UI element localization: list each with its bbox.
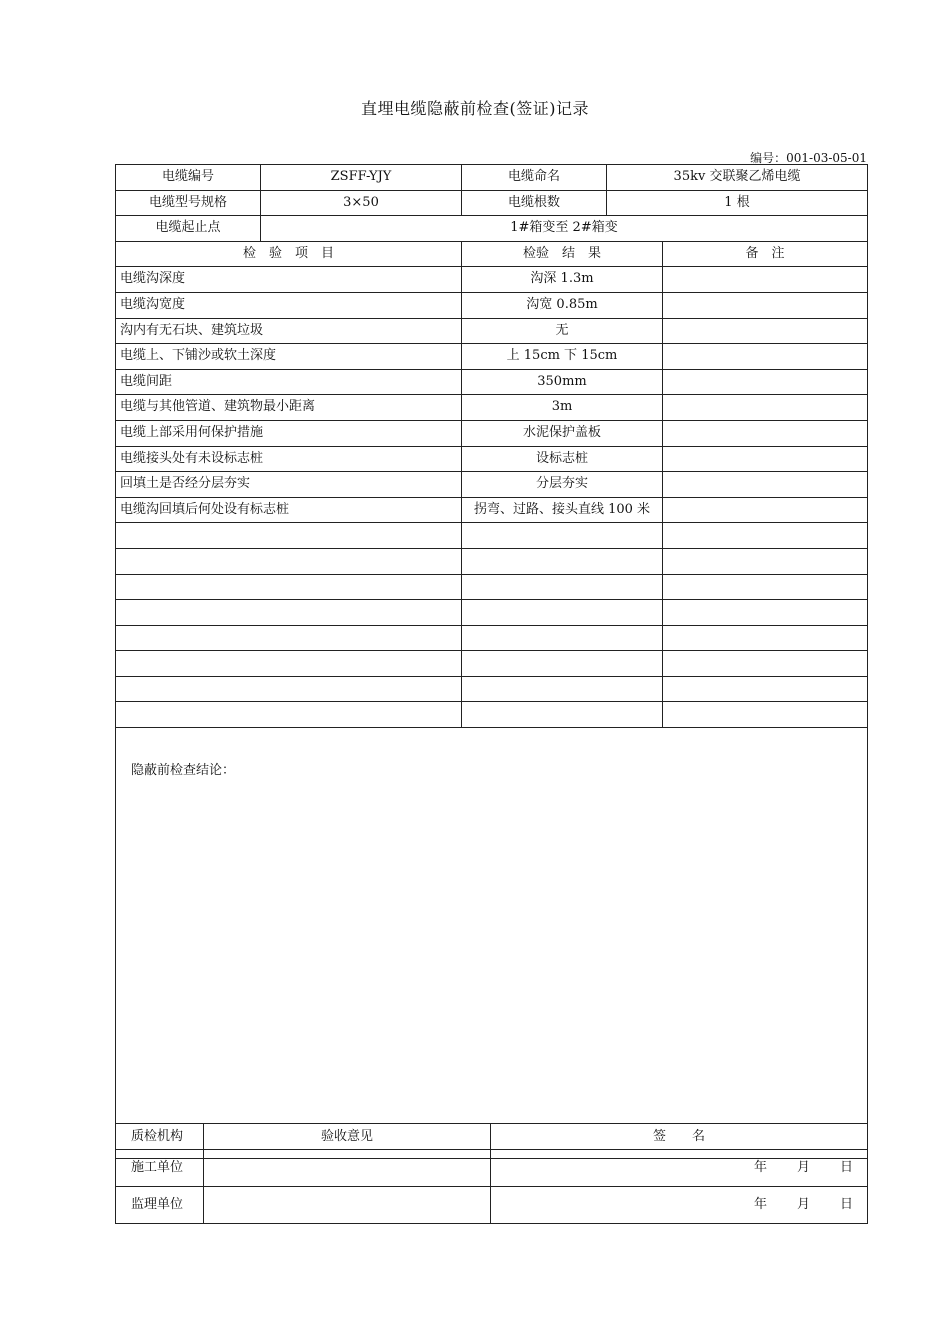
construction-date[interactable] (491, 1150, 868, 1187)
inspection-result: 上 15cm 下 15cm (462, 344, 663, 370)
inspection-result (462, 574, 663, 600)
count-label: 电缆根数 (462, 190, 607, 216)
inspection-remark (663, 344, 868, 370)
inspection-item: 电缆沟宽度 (116, 292, 462, 318)
inspection-table (115, 164, 868, 1159)
inspection-remark (663, 446, 868, 472)
inspection-remark (663, 548, 868, 574)
table-row (116, 574, 868, 600)
inspection-remark (663, 472, 868, 498)
cable-name-label: 电缆命名 (462, 165, 607, 191)
cable-name-value: 35kv 交联聚乙烯电缆 (607, 165, 868, 191)
inspection-remark (663, 523, 868, 549)
inspection-remark (663, 651, 868, 677)
supervision-row (116, 1187, 868, 1224)
inspection-item (116, 548, 462, 574)
day-label: 日 (839, 1197, 853, 1212)
signature-label: 签 名 (491, 1124, 868, 1150)
count-value: 1 根 (607, 190, 868, 216)
conclusion-row (116, 728, 868, 1159)
inspection-remark (663, 702, 868, 728)
table-row (116, 318, 868, 344)
model-value: 3×50 (261, 190, 462, 216)
inspection-item: 电缆沟回填后何处设有标志桩 (116, 497, 462, 523)
inspection-remark (663, 497, 868, 523)
header-item: 检 验 项 目 (116, 241, 462, 267)
inspection-item: 沟内有无石块、建筑垃圾 (116, 318, 462, 344)
inspection-result (462, 548, 663, 574)
year-label: 年 (753, 1160, 767, 1175)
table-row (116, 702, 868, 728)
inspection-item (116, 651, 462, 677)
table-row (116, 651, 868, 677)
inspection-item (116, 676, 462, 702)
construction-opinion[interactable] (204, 1150, 491, 1187)
cable-no-value: ZSFF-YJY (261, 165, 462, 191)
day-label: 日 (839, 1160, 853, 1175)
inspection-result: 分层夯实 (462, 472, 663, 498)
model-label: 电缆型号规格 (116, 190, 261, 216)
year-label: 年 (753, 1197, 767, 1212)
table-row (116, 369, 868, 395)
table-row (116, 497, 868, 523)
header-remark: 备 注 (663, 241, 868, 267)
document-number: 编号：001-03-05-01 (750, 151, 867, 165)
inspection-result (462, 676, 663, 702)
inspection-result: 350mm (462, 369, 663, 395)
inspection-item: 电缆间距 (116, 369, 462, 395)
inspection-remark (663, 318, 868, 344)
inspection-item (116, 625, 462, 651)
inspection-item: 电缆上、下铺沙或软土深度 (116, 344, 462, 370)
table-row (116, 267, 868, 293)
signature-header-row (116, 1124, 868, 1150)
table-row (116, 344, 868, 370)
supervision-opinion[interactable] (204, 1187, 491, 1224)
inspection-remark (663, 369, 868, 395)
inspection-item: 电缆接头处有未设标志桩 (116, 446, 462, 472)
inspection-result: 水泥保护盖板 (462, 420, 663, 446)
inspection-result: 无 (462, 318, 663, 344)
inspection-result (462, 523, 663, 549)
inspection-result: 设标志桩 (462, 446, 663, 472)
table-row (116, 472, 868, 498)
document-title: 直埋电缆隐蔽前检查(签证)记录 (361, 99, 589, 118)
cable-no-label: 电缆编号 (116, 165, 261, 191)
inspection-result (462, 600, 663, 626)
inspection-result: 沟深 1.3m (462, 267, 663, 293)
inspection-remark (663, 420, 868, 446)
route-label: 电缆起止点 (116, 216, 261, 242)
conclusion-label: 隐蔽前检查结论： (116, 728, 868, 1159)
supervision-date[interactable] (491, 1187, 868, 1224)
table-row (116, 292, 868, 318)
inspection-result (462, 651, 663, 677)
table-row (116, 446, 868, 472)
table-row (116, 395, 868, 421)
inspection-remark (663, 292, 868, 318)
inspection-item (116, 523, 462, 549)
opinion-label: 验收意见 (204, 1124, 491, 1150)
header-result: 检验 结 果 (462, 241, 663, 267)
table-row (116, 625, 868, 651)
inspection-remark (663, 574, 868, 600)
inspection-result: 拐弯、过路、接头直线 100 米 (462, 497, 663, 523)
supervision-label: 监理单位 (116, 1187, 204, 1224)
inspection-remark (663, 600, 868, 626)
inspection-remark (663, 267, 868, 293)
info-row-model (116, 190, 868, 216)
inspection-result: 沟宽 0.85m (462, 292, 663, 318)
table-row (116, 420, 868, 446)
table-row (116, 676, 868, 702)
inspection-remark (663, 676, 868, 702)
inspection-item: 回填土是否经分层夯实 (116, 472, 462, 498)
org-label: 质检机构 (116, 1124, 204, 1150)
table-row (116, 523, 868, 549)
header-row (116, 241, 868, 267)
inspection-result: 3m (462, 395, 663, 421)
month-label: 月 (796, 1197, 810, 1212)
construction-label: 施工单位 (116, 1150, 204, 1187)
inspection-item: 电缆沟深度 (116, 267, 462, 293)
table-row (116, 548, 868, 574)
month-label: 月 (796, 1160, 810, 1175)
route-value: 1#箱变至 2#箱变 (261, 216, 868, 242)
inspection-item: 电缆与其他管道、建筑物最小距离 (116, 395, 462, 421)
inspection-remark (663, 625, 868, 651)
inspection-item (116, 702, 462, 728)
construction-row (116, 1150, 868, 1187)
inspection-result (462, 625, 663, 651)
inspection-item (116, 600, 462, 626)
info-row-cable-no (116, 165, 868, 191)
table-row (116, 600, 868, 626)
inspection-item (116, 574, 462, 600)
inspection-item: 电缆上部采用何保护措施 (116, 420, 462, 446)
signature-table (115, 1123, 868, 1224)
info-row-route (116, 216, 868, 242)
inspection-result (462, 702, 663, 728)
inspection-remark (663, 395, 868, 421)
